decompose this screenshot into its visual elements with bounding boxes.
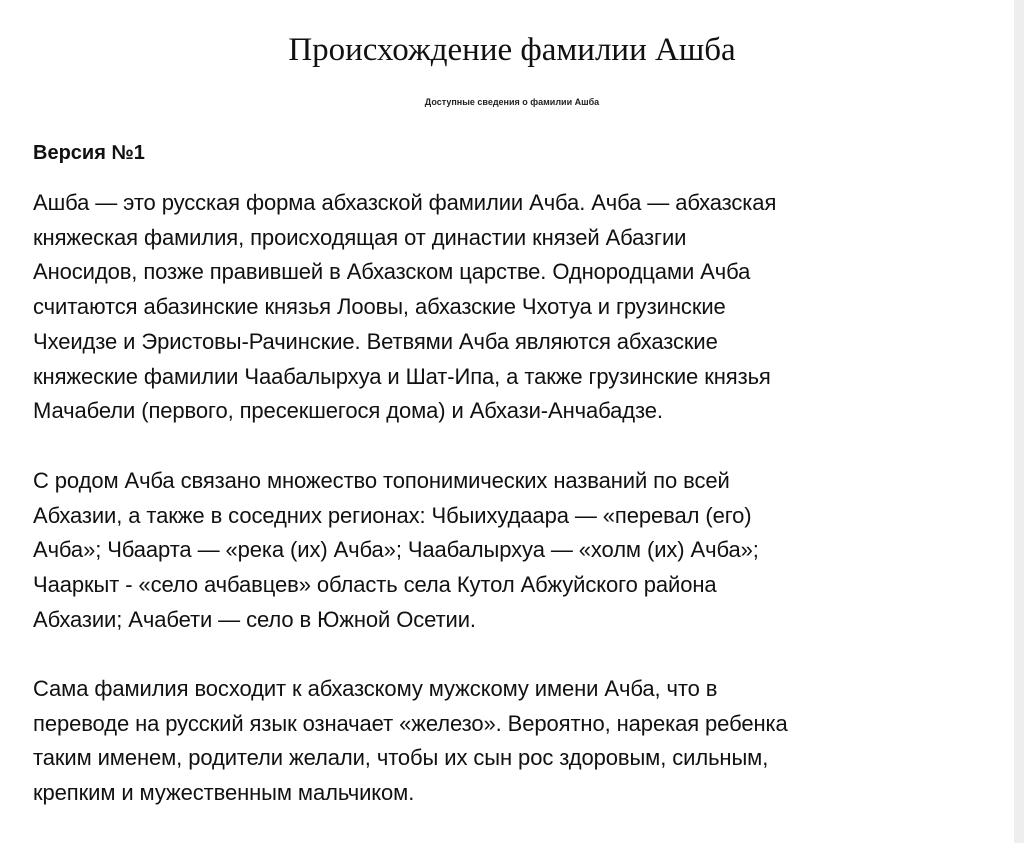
paragraph-line: Абхазии, а также в соседних регионах: Чбыихудаара — «перевал (его) [33, 502, 752, 528]
paragraph-line: таким именем, родители желали, чтобы их сын рос здоровым, сильным, [33, 745, 769, 771]
paragraph-line: крепким и мужественным мальчиком. [33, 780, 415, 806]
paragraph-line: Абхазии; Ачабети — село в Южной Осетии. [33, 606, 476, 632]
paragraph-line: Аносидов, позже правившей в Абхазском царстве. Однородцами Ачба [33, 259, 751, 285]
paragraph-line: Чхеидзе и Эристовы-Рачинские. Ветвями Ачба являются абхазские [33, 328, 718, 354]
paragraph-line: переводе на русский язык означает «железо». Вероятно, нарекая ребенка [33, 710, 788, 736]
version-heading: Версия №1 [33, 142, 145, 164]
paragraph-line: Ачба»; Чбаарта — «река (их) Ачба»; Чаабалырхуа — «холм (их) Ачба»; [33, 537, 759, 563]
paragraph-line: Мачабели (первого, пресекшегося дома) и Абхази-Анчабадзе. [33, 398, 663, 424]
paragraph-toponyms [33, 464, 993, 638]
paragraph-line: считаются абазинские князья Лоовы, абхазские Чхотуа и грузинские [33, 294, 726, 320]
page-edge [1014, 0, 1024, 843]
paragraph-line: С родом Ачба связано множество топонимических названий по всей [33, 468, 730, 493]
paragraph-line: Ашба — это русская форма абхазской фамилии Ачба. Ачба — абхазская [33, 190, 777, 215]
paragraph-line: княжеские фамилии Чаабалырхуа и Шат-Ипа, а также грузинские князья [33, 363, 771, 389]
paragraph-line: Сама фамилия восходит к абхазскому мужскому имени Ачба, что в [33, 676, 718, 701]
paragraph-line: княжеская фамилия, происходящая от династии князей Абазгии [33, 224, 687, 250]
paragraph-name-meaning [33, 672, 993, 811]
page-subtitle: Доступные сведения о фамилии Ашба [424, 97, 600, 107]
page-title: Происхождение фамилии Ашба [288, 32, 736, 68]
paragraph-origin [33, 186, 993, 429]
paragraph-line: Чааркыт - «село ачбавцев» область села Кутол Абжуйского района [33, 572, 717, 598]
